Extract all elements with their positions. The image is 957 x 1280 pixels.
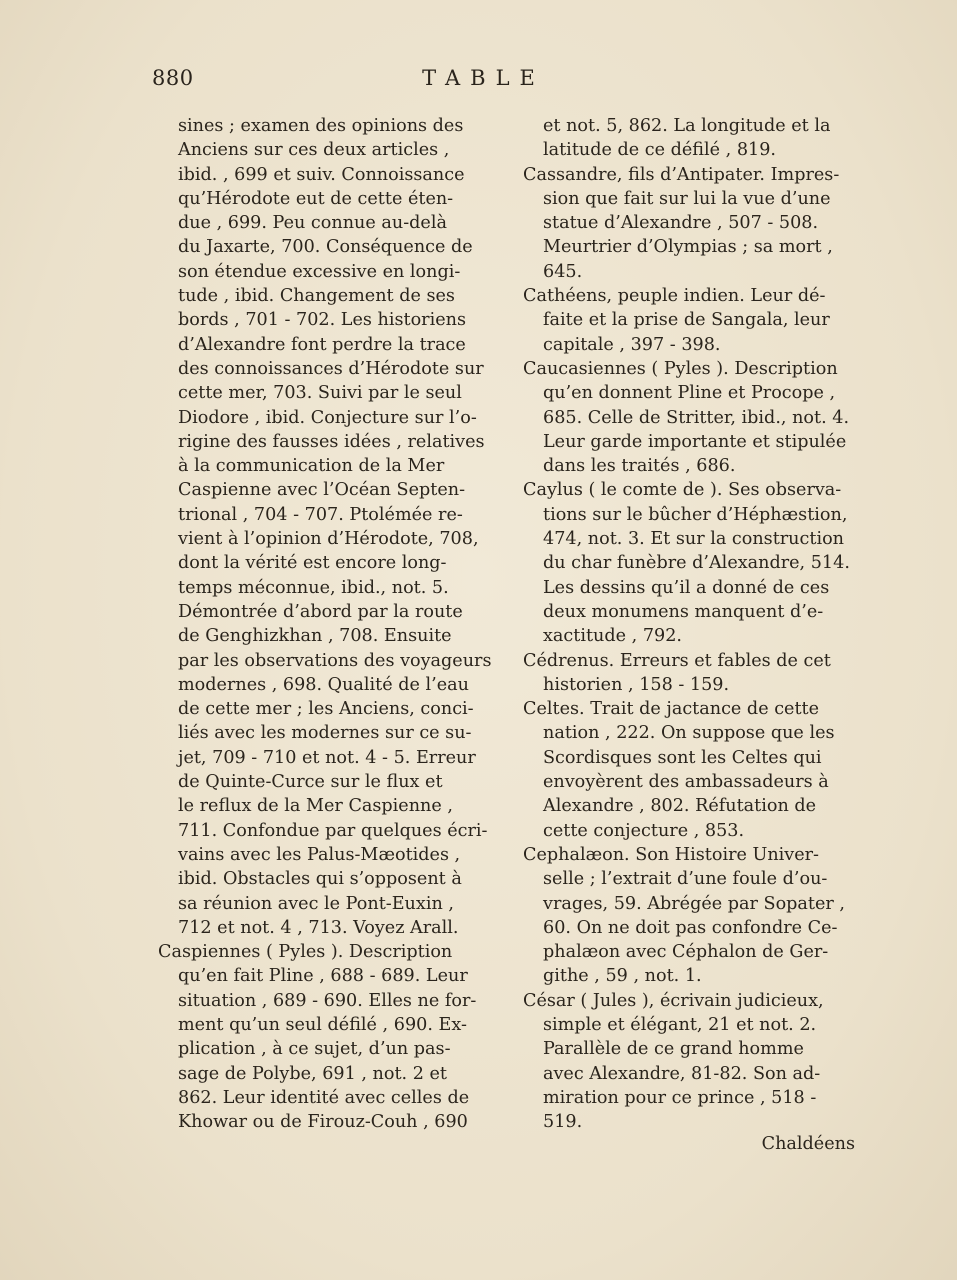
index-line: modernes , 698. Qualité de l’eau [178,674,469,695]
index-line: temps méconnue, ibid., not. 5. [178,577,449,598]
index-line: cette mer, 703. Suivi par le seul [178,383,462,404]
index-line: jet, 709 - 710 et not. 4 - 5. Erreur [178,747,476,768]
index-line: Khowar ou de Firouz-Couh , 690 [178,1112,468,1133]
index-line: capitale , 397 - 398. [543,334,721,355]
index-line: du char funèbre d’Alexandre, 514. [543,553,850,574]
index-line: githe , 59 , not. 1. [543,966,702,987]
index-line: Diodore , ibid. Conjecture sur l’o- [178,407,477,428]
index-line: 474, not. 3. Et sur la construction [543,529,844,550]
index-line: simple et élégant, 21 et not. 2. [543,1014,817,1035]
index-line: par les observations des voyageurs [178,650,492,671]
index-line: de Genghizkhan , 708. Ensuite [178,626,452,647]
index-line: plication , à ce sujet, d’un pas- [178,1039,451,1060]
index-line: d’Alexandre font perdre la trace [178,334,466,355]
index-line: qu’Hérodote eut de cette éten- [178,188,454,209]
index-line: dont la vérité est encore long- [178,553,447,574]
index-entry-start: Caucasiennes ( Pyles ). Description [523,358,838,379]
index-line: Scordisques sont les Celtes qui [543,747,822,768]
index-line: 519. [543,1112,583,1133]
index-line: Anciens sur ces deux articles , [178,140,450,161]
index-line: Caspienne avec l’Océan Septen- [178,480,466,501]
index-line: 685. Celle de Stritter, ibid., not. 4. [543,407,850,428]
index-line: deux monumens manquent d’e- [543,601,824,622]
index-line: selle ; l’extrait d’une foule d’ou- [543,869,828,890]
index-column-left [158,114,492,1134]
index-line: 862. Leur identité avec celles de [178,1087,470,1108]
index-line: vient à l’opinion d’Hérodote, 708, [178,529,479,550]
index-entry-start: Cédrenus. Erreurs et fables de cet [523,650,831,671]
index-entry-start: Caylus ( le comte de ). Ses observa- [523,480,842,501]
index-line: latitude de ce défilé , 819. [543,140,777,161]
index-line: dans les traités , 686. [543,456,736,477]
index-line: ibid. Obstacles qui s’opposent à [178,869,462,890]
index-entry-start: Celtes. Trait de jactance de cette [523,699,820,720]
index-line: 711. Confondue par quelques écri- [178,820,488,841]
index-line: ibid. , 699 et suiv. Connoissance [178,164,465,185]
index-line: Alexandre , 802. Réfutation de [543,796,817,817]
index-line: avec Alexandre, 81-82. Son ad- [543,1063,821,1084]
index-line: son étendue excessive en longi- [178,261,461,282]
index-line: vains avec les Palus-Mæotides , [178,844,461,865]
index-line: envoyèrent des ambassadeurs à [543,772,829,793]
index-line: à la communication de la Mer [178,456,445,477]
index-line: le reflux de la Mer Caspienne , [178,796,453,817]
index-line: 645. [543,261,583,282]
index-line: Les dessins qu’il a donné de ces [543,577,830,598]
index-entry-start: Caspiennes ( Pyles ). Description [158,942,453,963]
index-line: Meurtrier d’Olympias ; sa mort , [543,237,833,258]
index-line: bords , 701 - 702. Les historiens [178,310,466,331]
running-head: TABLE [422,66,545,90]
index-line: cette conjecture , 853. [543,820,745,841]
index-line: qu’en fait Pline , 688 - 689. Leur [178,966,468,987]
index-line: des connoissances d’Hérodote sur [178,358,484,379]
index-line: sage de Polybe, 691 , not. 2 et [178,1063,448,1084]
index-line: situation , 689 - 690. Elles ne for- [178,990,477,1011]
index-line: phalæon avec Céphalon de Ger- [543,942,829,963]
index-line: sion que fait sur lui la vue d’une [543,188,831,209]
index-line: Démontrée d’abord par la route [178,601,463,622]
index-line: tions sur le bûcher d’Héphæstion, [543,504,848,525]
index-line: liés avec les modernes sur ce su- [178,723,472,744]
index-line: et not. 5, 862. La longitude et la [543,116,831,136]
index-line: trional , 704 - 707. Ptolémée re- [178,504,463,525]
index-line: tude , ibid. Changement de ses [178,286,455,307]
index-line: sa réunion avec le Pont-Euxin , [178,893,454,914]
index-line: historien , 158 - 159. [543,674,730,695]
index-entry-start: Cassandre, fils d’Antipater. Impres- [523,164,840,185]
index-line: xactitude , 792. [543,626,682,647]
index-line: Parallèle de ce grand homme [543,1039,804,1060]
index-line: Leur garde importante et stipulée [543,431,847,452]
index-line: vrages, 59. Abrégée par Sopater , [543,893,845,914]
index-entry-start: Cathéens, peuple indien. Leur dé- [523,286,826,307]
index-line: nation , 222. On suppose que les [543,723,835,744]
index-line: statue d’Alexandre , 507 - 508. [543,213,819,234]
index-line: de cette mer ; les Anciens, conci- [178,699,474,720]
index-line: 60. On ne doit pas confondre Ce- [543,917,838,938]
index-entry-start: César ( Jules ), écrivain judicieux, [523,990,824,1011]
index-column-right [523,114,856,1134]
catchword: Chaldéens [761,1134,855,1154]
index-line: de Quinte-Curce sur le flux et [178,772,443,793]
index-line: faite et la prise de Sangala, leur [543,310,830,331]
index-line: du Jaxarte, 700. Conséquence de [178,237,473,258]
index-line: due , 699. Peu connue au-delà [178,213,447,234]
index-entry-start: Cephalæon. Son Histoire Univer- [523,844,819,865]
index-line: 712 et not. 4 , 713. Voyez Arall. [178,917,459,938]
index-line: ment qu’un seul défilé , 690. Ex- [178,1014,467,1035]
index-line: miration pour ce prince , 518 - [543,1087,817,1108]
index-line: sines ; examen des opinions des [178,116,464,136]
index-line: qu’en donnent Pline et Procope , [543,383,836,404]
page-number: 880 [152,66,194,90]
index-line: rigine des fausses idées , relatives [178,431,485,452]
